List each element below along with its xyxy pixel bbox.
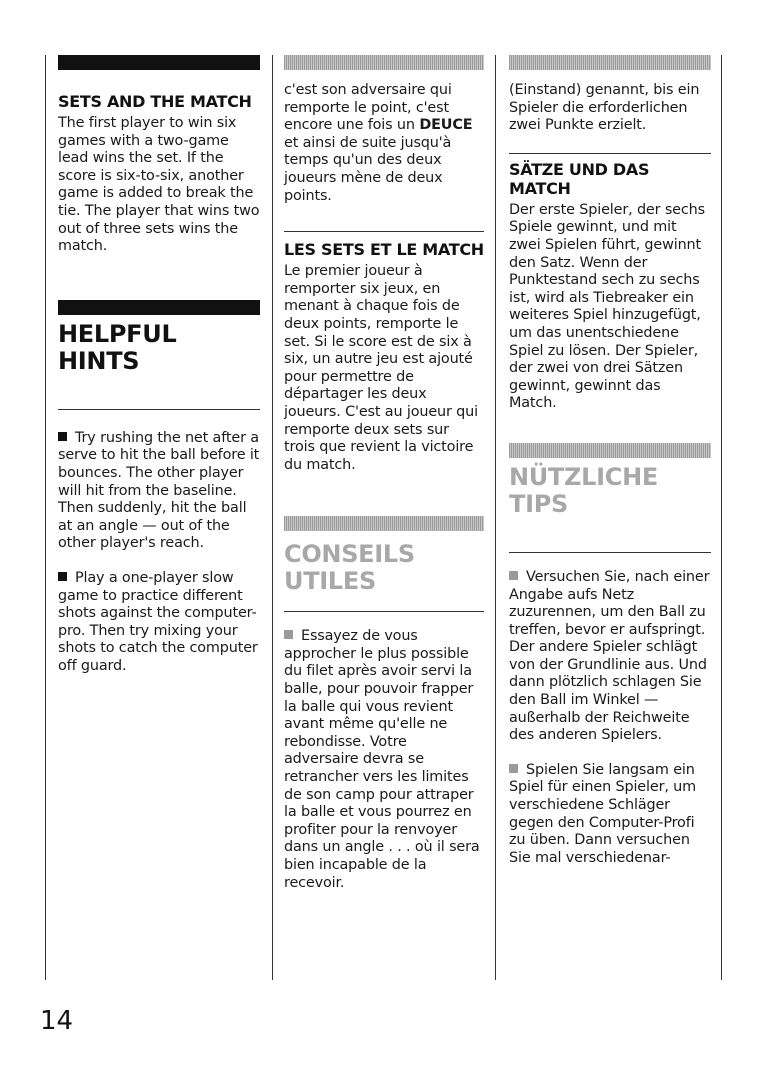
cont-text-2: et ainsi de suite jusqu'à temps qu'un des deux joueurs mène de deux points. — [284, 134, 452, 204]
hint-paragraph-1 — [284, 628, 484, 892]
hints-bar — [58, 300, 260, 315]
sets-paragraph: Der erste Spieler, der sechs Spiele gewinnt, und mit zwei Spielen führt, gewinnt den Satz. Wenn der Punktestand sech zu sechs ist, wird als Tiebreaker ein weiteres Spiel hinzugefügt, um das unentschiedene Spiel zu lösen. Der Spieler, der zwei von drei Sätzen gewinnt, gewinnt das Match. — [509, 201, 705, 412]
hint-text-2: Spielen Sie langsam ein Spiel für einen Spieler, um verschiedene Schläger gegen den Computer-Profi zu üben. Dann versuchen Sie mal verschiedenar- — [509, 761, 697, 866]
section-bar — [284, 55, 484, 70]
sets-paragraph: Le premier joueur à remporter six jeux, en menant à chaque fois de deux points, remporte le set. Si le score est de six à six, un autre jeu est ajouté pour permettre de départager les deux joueurs. C'est au joueur qui remporte deux sets sur trois que revient la victoire du match. — [284, 263, 478, 473]
hint-text-1: Versuchen Sie, nach einer Angabe aufs Netz zuzurennen, um den Ball zu treffen, bevor er aufspringt. Der andere Spieler schlägt von der Grundlinie aus. Und dann plötzlich schlagen Sie den Ball im Winkel — außerhalb der Reichweite des anderen Spielers. — [509, 568, 710, 744]
section-title-sets: SÄTZE UND DAS MATCH — [509, 159, 650, 198]
hints-bar — [509, 443, 711, 458]
section-title-hints: HELPFUL HINTS — [58, 319, 177, 375]
bullet-icon — [284, 630, 293, 639]
section-bar — [509, 55, 711, 70]
column-rule-2 — [495, 55, 496, 980]
hint-paragraph-1 — [509, 569, 711, 745]
bullet-icon — [509, 764, 518, 773]
german-column — [509, 55, 711, 867]
bullet-icon — [58, 572, 67, 581]
hint-text-1: Essayez de vous approcher le plus possible du filet après avoir servi la balle, pour pouvoir frapper la balle qui vous revient avant même qu'elle ne rebondisse. Votre adversaire devra se retrancher vers les limites de son camp pour attraper la balle et vous pourrez en profiter pour la renvoyer dans un angle . . . où il sera bien incapable de la recevoir. — [284, 628, 480, 891]
section-title-sets: SETS AND THE MATCH — [58, 92, 252, 111]
bullet-icon — [58, 432, 67, 441]
column-rule-left — [45, 55, 46, 980]
hint-text-2: Play a one-player slow game to practice different shots against the computer-pro. Then try mixing your shots to catch the computer off guard. — [58, 569, 258, 674]
hints-bar — [284, 516, 484, 531]
french-column — [284, 55, 484, 892]
section-bar — [58, 55, 260, 70]
page-number: 14 — [40, 1006, 74, 1036]
hint-text-1: Try rushing the net after a serve to hit the ball before it bounces. The other player will hit from the baseline. Then suddenly, hit the ball at an angle — out of the other player's reach. — [58, 429, 260, 552]
section-title-hints: NÜTZLICHE TIPS — [509, 462, 658, 518]
hint-paragraph-2 — [58, 570, 260, 676]
cont-text-1: c'est son adversaire qui remporte le point, c'est encore une fois un — [284, 82, 452, 134]
bullet-icon — [509, 571, 518, 580]
column-rule-1 — [272, 55, 273, 980]
french-continuation — [284, 82, 484, 205]
german-continuation: (Einstand) genannt, bis ein Spieler die erforderlichen zwei Punkte erzielt. — [509, 82, 700, 134]
section-title-hints: CONSEILS UTILES — [284, 540, 415, 596]
deuce-term: DEUCE — [419, 117, 473, 134]
hint-paragraph-2 — [509, 762, 711, 868]
hint-paragraph-1 — [58, 430, 260, 553]
english-column — [58, 55, 260, 675]
column-rule-right — [721, 55, 722, 980]
section-title-sets: LES SETS ET LE MATCH — [284, 240, 484, 260]
sets-paragraph: The first player to win six games with a two-game lead wins the set. If the score is six-to-six, another game is added to break the tie. The player that wins two out of three sets wins the match. — [58, 115, 260, 255]
